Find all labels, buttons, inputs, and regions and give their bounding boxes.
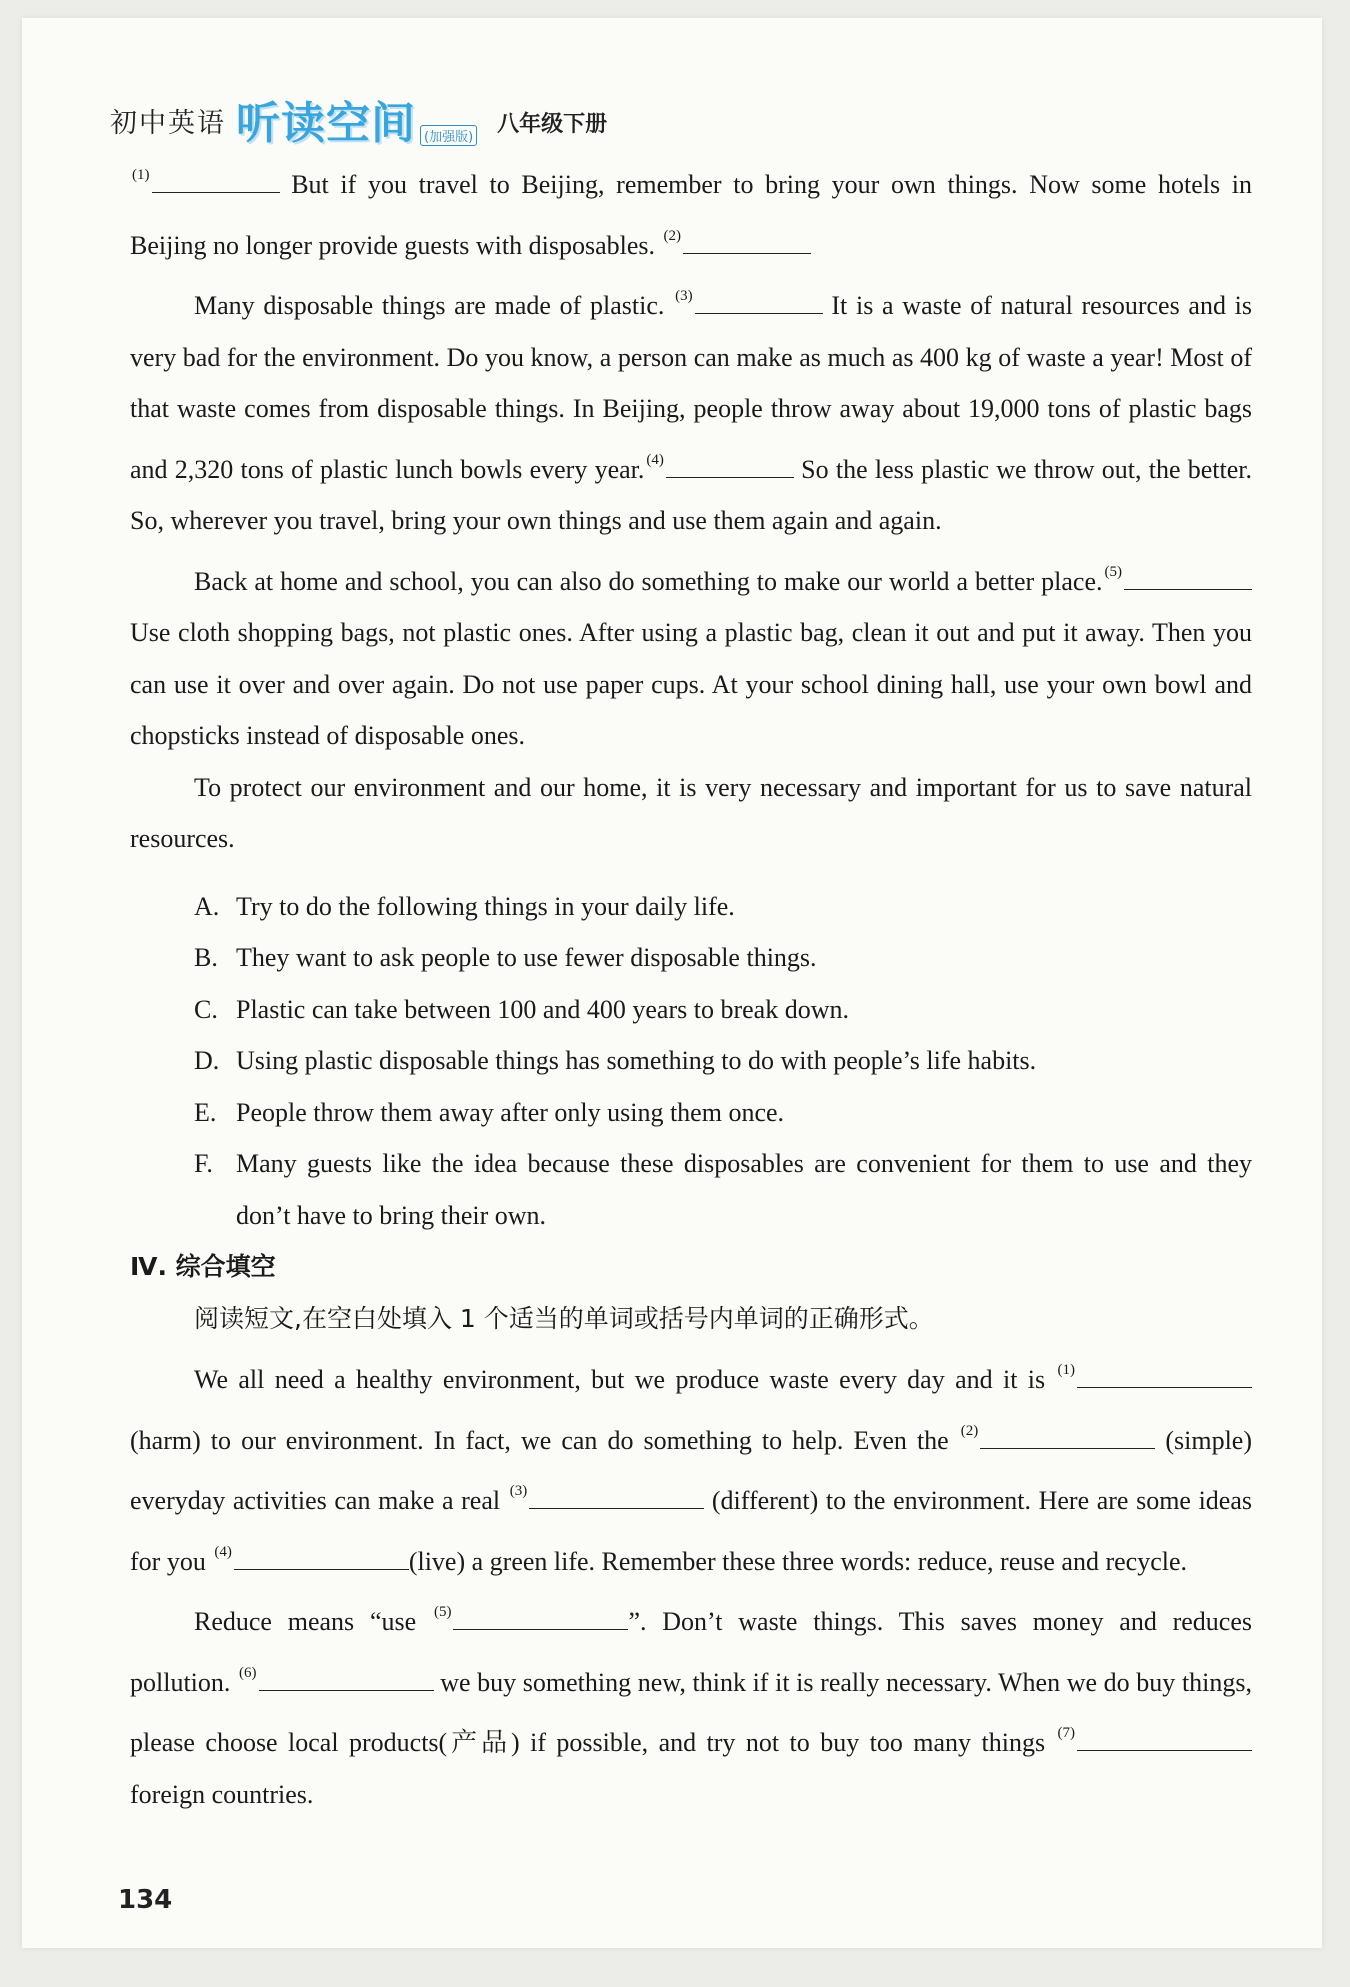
option-letter: B.	[194, 943, 218, 972]
option-item	[194, 1035, 1252, 1087]
option-text: Try to do the following things in your daily life.	[236, 891, 735, 921]
book-logo	[236, 98, 477, 150]
option-item	[194, 1138, 1252, 1241]
paragraph-text: ”. Don’t waste things. This saves money and reduces pollution.	[130, 1607, 1252, 1697]
paragraph-text: We all need a healthy environment, but we produce waste every day and it is	[194, 1365, 1046, 1394]
page-content	[130, 150, 1252, 1820]
reading-paragraph-3	[130, 547, 1252, 762]
cloze-blank-1[interactable]	[1077, 1361, 1252, 1388]
options-list	[194, 881, 1252, 1242]
option-text: They want to ask people to use fewer disposable things.	[236, 943, 817, 972]
logo-text: 听读空间	[236, 98, 416, 149]
page-header	[110, 80, 607, 150]
cloze-blank-7[interactable]	[1077, 1724, 1252, 1751]
blank-number: (5)	[433, 1604, 452, 1620]
option-letter: E.	[194, 1097, 217, 1127]
logo-subtitle: (加强版)	[420, 125, 477, 146]
blank-number: (1)	[132, 167, 150, 183]
answer-blank-4[interactable]	[666, 451, 794, 478]
paragraph-text: Many disposable things are made of plastic.	[194, 291, 665, 320]
reading-paragraph-2	[130, 271, 1252, 547]
blank-number: (3)	[675, 288, 693, 304]
option-letter: A.	[194, 891, 220, 921]
option-letter: F.	[194, 1149, 213, 1178]
option-text: Plastic can take between 100 and 400 years to break down.	[236, 994, 849, 1024]
blank-number: (6)	[239, 1664, 257, 1681]
paragraph-text: Back at home and school, you can also do something to make our world a better place.	[194, 566, 1103, 596]
option-item	[194, 1087, 1252, 1139]
option-item	[194, 984, 1252, 1036]
cloze-paragraph-2	[130, 1587, 1252, 1820]
blank-number: (3)	[509, 1483, 528, 1499]
paragraph-text: So the less plastic we throw out, the better. So, wherever you travel, bring your own things and use them again and again.	[130, 454, 1253, 535]
blank-number: (5)	[1104, 563, 1122, 580]
option-letter: C.	[194, 994, 218, 1024]
paragraph-text: (live) a green life. Remember these three words: reduce, reuse and recycle.	[408, 1546, 1187, 1576]
option-text: Using plastic disposable things has something to do with people’s life habits.	[236, 1046, 1037, 1075]
blank-number: (1)	[1057, 1362, 1075, 1378]
paragraph-text: To protect our environment and our home, it is very necessary and important for us to save natural resources.	[130, 772, 1252, 853]
option-item	[194, 881, 1252, 933]
blank-number: (4)	[214, 1543, 232, 1560]
paragraph-text: Use cloth shopping bags, not plastic ones. After using a plastic bag, clean it out and put it away. Then you can use it over and over again. Do not use paper cups. At your school dining hall, use your own bowl and chopsticks instead of disposable ones.	[130, 618, 1252, 750]
paragraph-text: (simple) everyday activities can make a real	[130, 1425, 1253, 1515]
grade-label: 八年级下册	[497, 112, 608, 137]
blank-number: (4)	[646, 451, 664, 468]
paragraph-text: we buy something new, think if it is really necessary. When we do buy things, please choose local products(产品) if possible, and try not to buy too many things	[130, 1667, 1253, 1757]
cloze-blank-6[interactable]	[259, 1664, 434, 1691]
blank-number: (7)	[1057, 1725, 1075, 1741]
paragraph-text: (different) to the environment. Here are some ideas for you	[130, 1486, 1253, 1576]
paragraph-text: But if you travel to Beijing, remember to bring your own things. Now some hotels in Beijing no longer provide guests with disposables.	[130, 170, 1253, 260]
blank-number: (2)	[663, 227, 682, 244]
cloze-blank-3[interactable]	[529, 1482, 704, 1509]
answer-blank-5[interactable]	[1124, 563, 1252, 590]
paragraph-text: (harm) to our environment. In fact, we can do something to help. Even the	[130, 1425, 949, 1455]
cloze-blank-5[interactable]	[453, 1603, 628, 1630]
paragraph-text: Reduce means “use	[194, 1607, 417, 1636]
cloze-blank-4[interactable]	[234, 1543, 409, 1570]
section-title: Ⅳ. 综合填空	[130, 1252, 276, 1281]
paragraph-text: foreign countries.	[130, 1779, 314, 1809]
series-title: 初中英语	[110, 108, 226, 139]
answer-blank-2[interactable]	[683, 227, 811, 254]
option-item	[194, 932, 1252, 984]
section-instruction: 阅读短文,在空白处填入 1 个适当的单词或括号内单词的正确形式。	[194, 1304, 934, 1333]
option-letter: D.	[194, 1046, 220, 1075]
cloze-paragraph-1	[130, 1345, 1252, 1587]
cloze-blank-2[interactable]	[980, 1422, 1155, 1449]
blank-number: (2)	[960, 1422, 979, 1439]
option-text: Many guests like the idea because these disposables are convenient for them to use and they don’t have to bring their own.	[236, 1149, 1252, 1230]
paragraph-text: It is a waste of natural resources and is very bad for the environment. Do you know, a person can make as much as 400 kg of waste a year! Most of that waste comes from disposable things. In Beijing, people throw away about 19,000 tons of plastic bags and 2,320 tons of plastic lunch bowls every year.	[130, 291, 1253, 484]
reading-paragraph-1	[130, 150, 1252, 271]
answer-blank-1[interactable]	[152, 166, 280, 193]
reading-paragraph-4	[130, 762, 1252, 865]
page-number: 134	[118, 1885, 173, 1915]
option-text: People throw them away after only using them once.	[236, 1097, 785, 1127]
answer-blank-3[interactable]	[695, 287, 823, 314]
